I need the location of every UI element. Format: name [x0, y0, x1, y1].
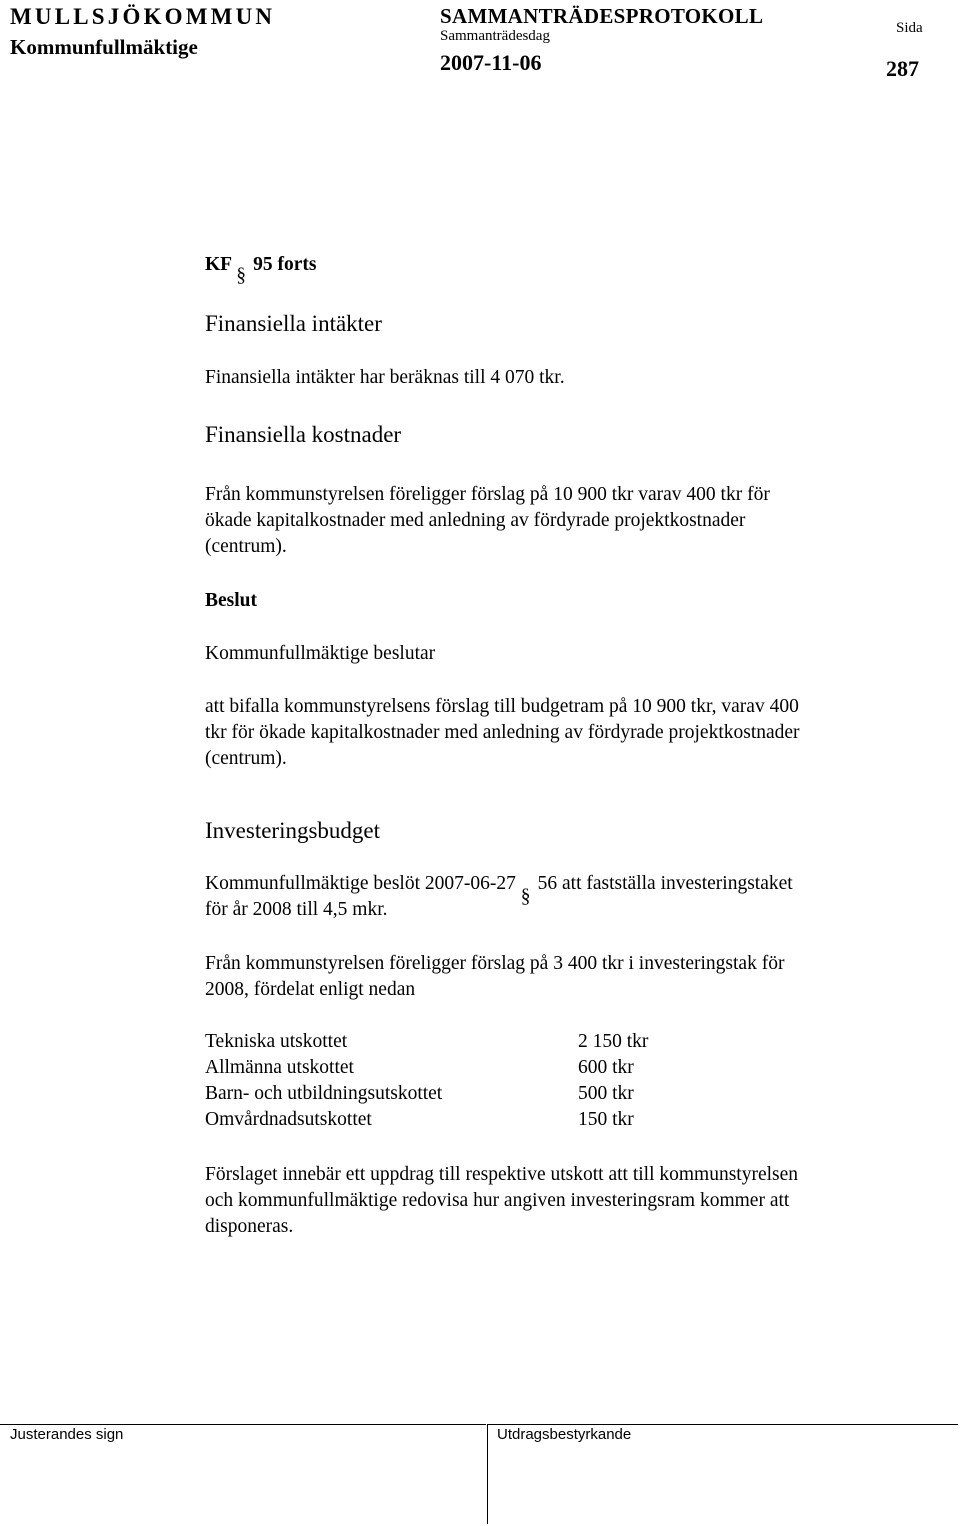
footer-column-divider: [487, 1424, 488, 1524]
closing-paragraph: [205, 1162, 798, 1240]
document-type: SAMMANTRÄDESPROTOKOLL: [440, 4, 764, 28]
paragraph-line: och kommunfullmäktige redovisa hur angiven investeringsram kommer att: [205, 1190, 790, 1211]
paragraph-line: (centrum).: [205, 748, 287, 769]
fin-costs-heading: Finansiella kostnader: [205, 422, 402, 447]
body-name: Kommunfullmäktige: [10, 35, 198, 59]
paragraph-line: 2008, fördelat enligt nedan: [205, 979, 416, 1000]
allocation-amount: 150 tkr: [578, 1109, 634, 1130]
paragraph-line: disponeras.: [205, 1216, 294, 1237]
allocation-unit: Omvårdnadsutskottet: [205, 1109, 372, 1130]
ref-prefix: KF: [205, 254, 232, 275]
meeting-date: 2007-11-06: [440, 50, 542, 75]
decision-heading: Beslut: [205, 590, 258, 611]
allocation-amount: 500 tkr: [578, 1083, 634, 1104]
footer-divider-left: [0, 1424, 486, 1425]
page-number: 287: [886, 56, 919, 81]
paragraph-line: (centrum).: [205, 536, 287, 557]
paragraph-line: Från kommunstyrelsen föreligger förslag på 10 900 tkr varav 400 tkr för: [205, 484, 770, 505]
paragraph-line: att bifalla kommunstyrelsens förslag till budgetram på 10 900 tkr, varav 400: [205, 696, 799, 717]
paragraph-line: ökade kapitalkostnader med anledning av fördyrade projektkostnader: [205, 510, 746, 531]
investment-text-before: Kommunfullmäktige beslöt 2007-06-27: [205, 873, 516, 894]
paragraph-line: Från kommunstyrelsen föreligger förslag på 3 400 tkr i investeringstak för: [205, 953, 785, 974]
meeting-date-label: Sammanträdesdag: [440, 28, 550, 44]
paragraph-line: tkr för ökade kapitalkostnader med anledning av fördyrade projektkostnader: [205, 722, 800, 743]
organization-name: MULLSJÖKOMMUN: [10, 4, 276, 29]
section-reference: [205, 254, 317, 286]
investment-paragraph: [205, 871, 793, 923]
section-sign: §: [520, 886, 531, 907]
section-sign: §: [236, 265, 246, 286]
footer-divider-right: [488, 1424, 958, 1425]
fin-income-heading: Finansiella intäkter: [205, 311, 382, 336]
investment-heading: Investeringsbudget: [205, 818, 381, 843]
allocation-unit: Allmänna utskottet: [205, 1057, 354, 1078]
signature-label: Justerandes sign: [10, 1426, 124, 1443]
proposal-paragraph: [205, 951, 784, 1003]
page-label: Sida: [896, 20, 923, 36]
allocation-unit: Barn- och utbildningsutskottet: [205, 1083, 443, 1104]
paragraph-line: Förslaget innebär ett uppdrag till respektive utskott att till kommunstyrelsen: [205, 1164, 799, 1185]
allocation-amount: 2 150 tkr: [578, 1031, 649, 1052]
certification-label: Utdragsbestyrkande: [497, 1426, 632, 1443]
investment-text-after: 56 att fastställa investeringstaket: [537, 873, 793, 894]
paragraph-line: [205, 871, 793, 907]
paragraph-line: för år 2008 till 4,5 mkr.: [205, 899, 388, 920]
fin-income-text: Finansiella intäkter har beräknas till 4 070 tkr.: [205, 367, 565, 388]
ref-suffix: 95 forts: [253, 254, 317, 275]
decision-paragraph: [205, 694, 800, 772]
decision-intro: Kommunfullmäktige beslutar: [205, 643, 436, 664]
allocation-unit: Tekniska utskottet: [205, 1031, 348, 1052]
fin-costs-paragraph: [205, 482, 770, 560]
allocation-amount: 600 tkr: [578, 1057, 634, 1078]
